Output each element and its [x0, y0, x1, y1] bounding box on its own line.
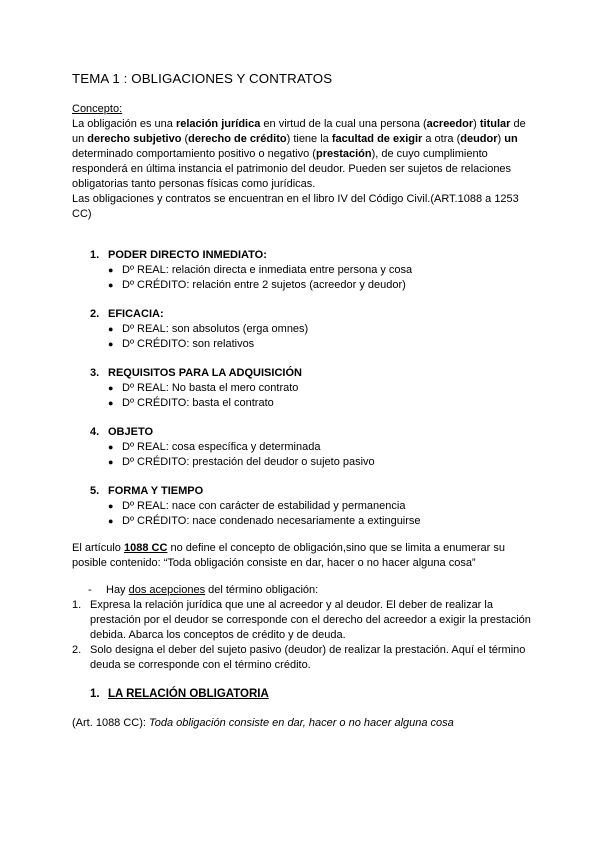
bullet-icon: ● — [108, 280, 114, 290]
bullet-icon: ● — [108, 516, 114, 526]
section-number: 4. — [90, 426, 100, 438]
relation-heading: 1. LA RELACIÓN OBLIGATORIA — [90, 688, 269, 700]
section-number: 5. — [90, 485, 100, 497]
list-item: ● Dº REAL: son absolutos (erga omnes) — [108, 323, 309, 335]
list-item: 1. Expresa la relación jurídica que une al acreedor y al deudor. El deber de realizar la prestación por el deudor se corresponde con el derecho del acreedor a exigir la prestación debida. Abarca los conceptos de crédito y de deuda. — [72, 599, 531, 641]
page-title: TEMA 1 : OBLIGACIONES Y CONTRATOS — [72, 71, 333, 86]
bullet-icon: ● — [108, 457, 114, 467]
list-item: ● Dº CRÉDITO: basta el contrato — [108, 397, 274, 409]
list-item: ● Dº REAL: relación directa e inmediata entre persona y cosa — [108, 264, 413, 276]
list-item: ● Dº REAL: cosa específica y determinada — [108, 441, 321, 453]
section-objeto — [90, 425, 532, 470]
concept-heading: Concepto: — [72, 103, 123, 115]
list-item: 2. Solo designa el deber del sujeto pasivo (deudor) de realizar la prestación. Aquí el término deuda se corresponde con el término crédito. — [72, 644, 526, 671]
section-title: EFICACIA: — [108, 308, 164, 320]
list-item: ● Dº CRÉDITO: prestación del deudor o sujeto pasivo — [108, 456, 375, 468]
bullet-icon: ● — [108, 383, 114, 393]
section-forma-tiempo — [90, 484, 532, 529]
acepciones-list — [72, 583, 532, 673]
list-item: - Hay dos acepciones del término obligación: — [88, 584, 319, 596]
list-item: ● Dº REAL: nace con carácter de estabilidad y permanencia — [108, 500, 406, 512]
list-item: ● Dº CRÉDITO: relación entre 2 sujetos (acreedor y deudor) — [108, 279, 406, 291]
document-content — [72, 70, 532, 731]
section-poder-directo — [90, 248, 532, 293]
section-title: PODER DIRECTO INMEDIATO: — [108, 249, 267, 261]
section-number: 1. — [90, 249, 100, 261]
concept-location-paragraph: Las obligaciones y contratos se encuentran en el libro IV del Código Civil.(ART.1088 a 1253 CC) — [72, 193, 519, 220]
section-title: OBJETO — [108, 426, 154, 438]
comparison-list — [90, 248, 532, 529]
section-requisitos — [90, 366, 532, 411]
bullet-icon: ● — [108, 265, 114, 275]
bullet-icon: ● — [108, 324, 114, 334]
list-item: ● Dº CRÉDITO: nace condenado necesariamente a extinguirse — [108, 515, 421, 527]
section-title: REQUISITOS PARA LA ADQUISICIÓN — [108, 367, 302, 379]
bullet-icon: ● — [108, 339, 114, 349]
article-quote: (Art. 1088 CC): Toda obligación consiste en dar, hacer o no hacer alguna cosa — [72, 717, 454, 729]
bullet-icon: ● — [108, 398, 114, 408]
article-1088-paragraph: El artículo 1088 CC no define el concepto de obligación,sino que se limita a enumerar su posible contenido: “Toda obligación consiste en dar, hacer o no hacer alguna cosa” — [72, 542, 505, 569]
section-number: 2. — [90, 308, 100, 320]
bullet-icon: ● — [108, 442, 114, 452]
concept-paragraph: La obligación es una relación jurídica en virtud de la cual una persona (acreedor) titular de un derecho subjetivo (derecho de crédito) tiene la facultad de exigir a otra (deudor) un determinado comportamiento positivo o negativo (prestación), de cuyo cumplimiento responderá en última instancia el patrimonio del deudor. Pueden ser sujetos de relaciones obligatorias tanto personas físicas como jurídicas. — [72, 118, 526, 190]
section-number: 3. — [90, 367, 100, 379]
bullet-icon: ● — [108, 501, 114, 511]
section-title: FORMA Y TIEMPO — [108, 485, 204, 497]
section-eficacia — [90, 307, 532, 352]
list-item: ● Dº CRÉDITO: son relativos — [108, 338, 255, 350]
list-item: ● Dº REAL: No basta el mero contrato — [108, 382, 299, 394]
